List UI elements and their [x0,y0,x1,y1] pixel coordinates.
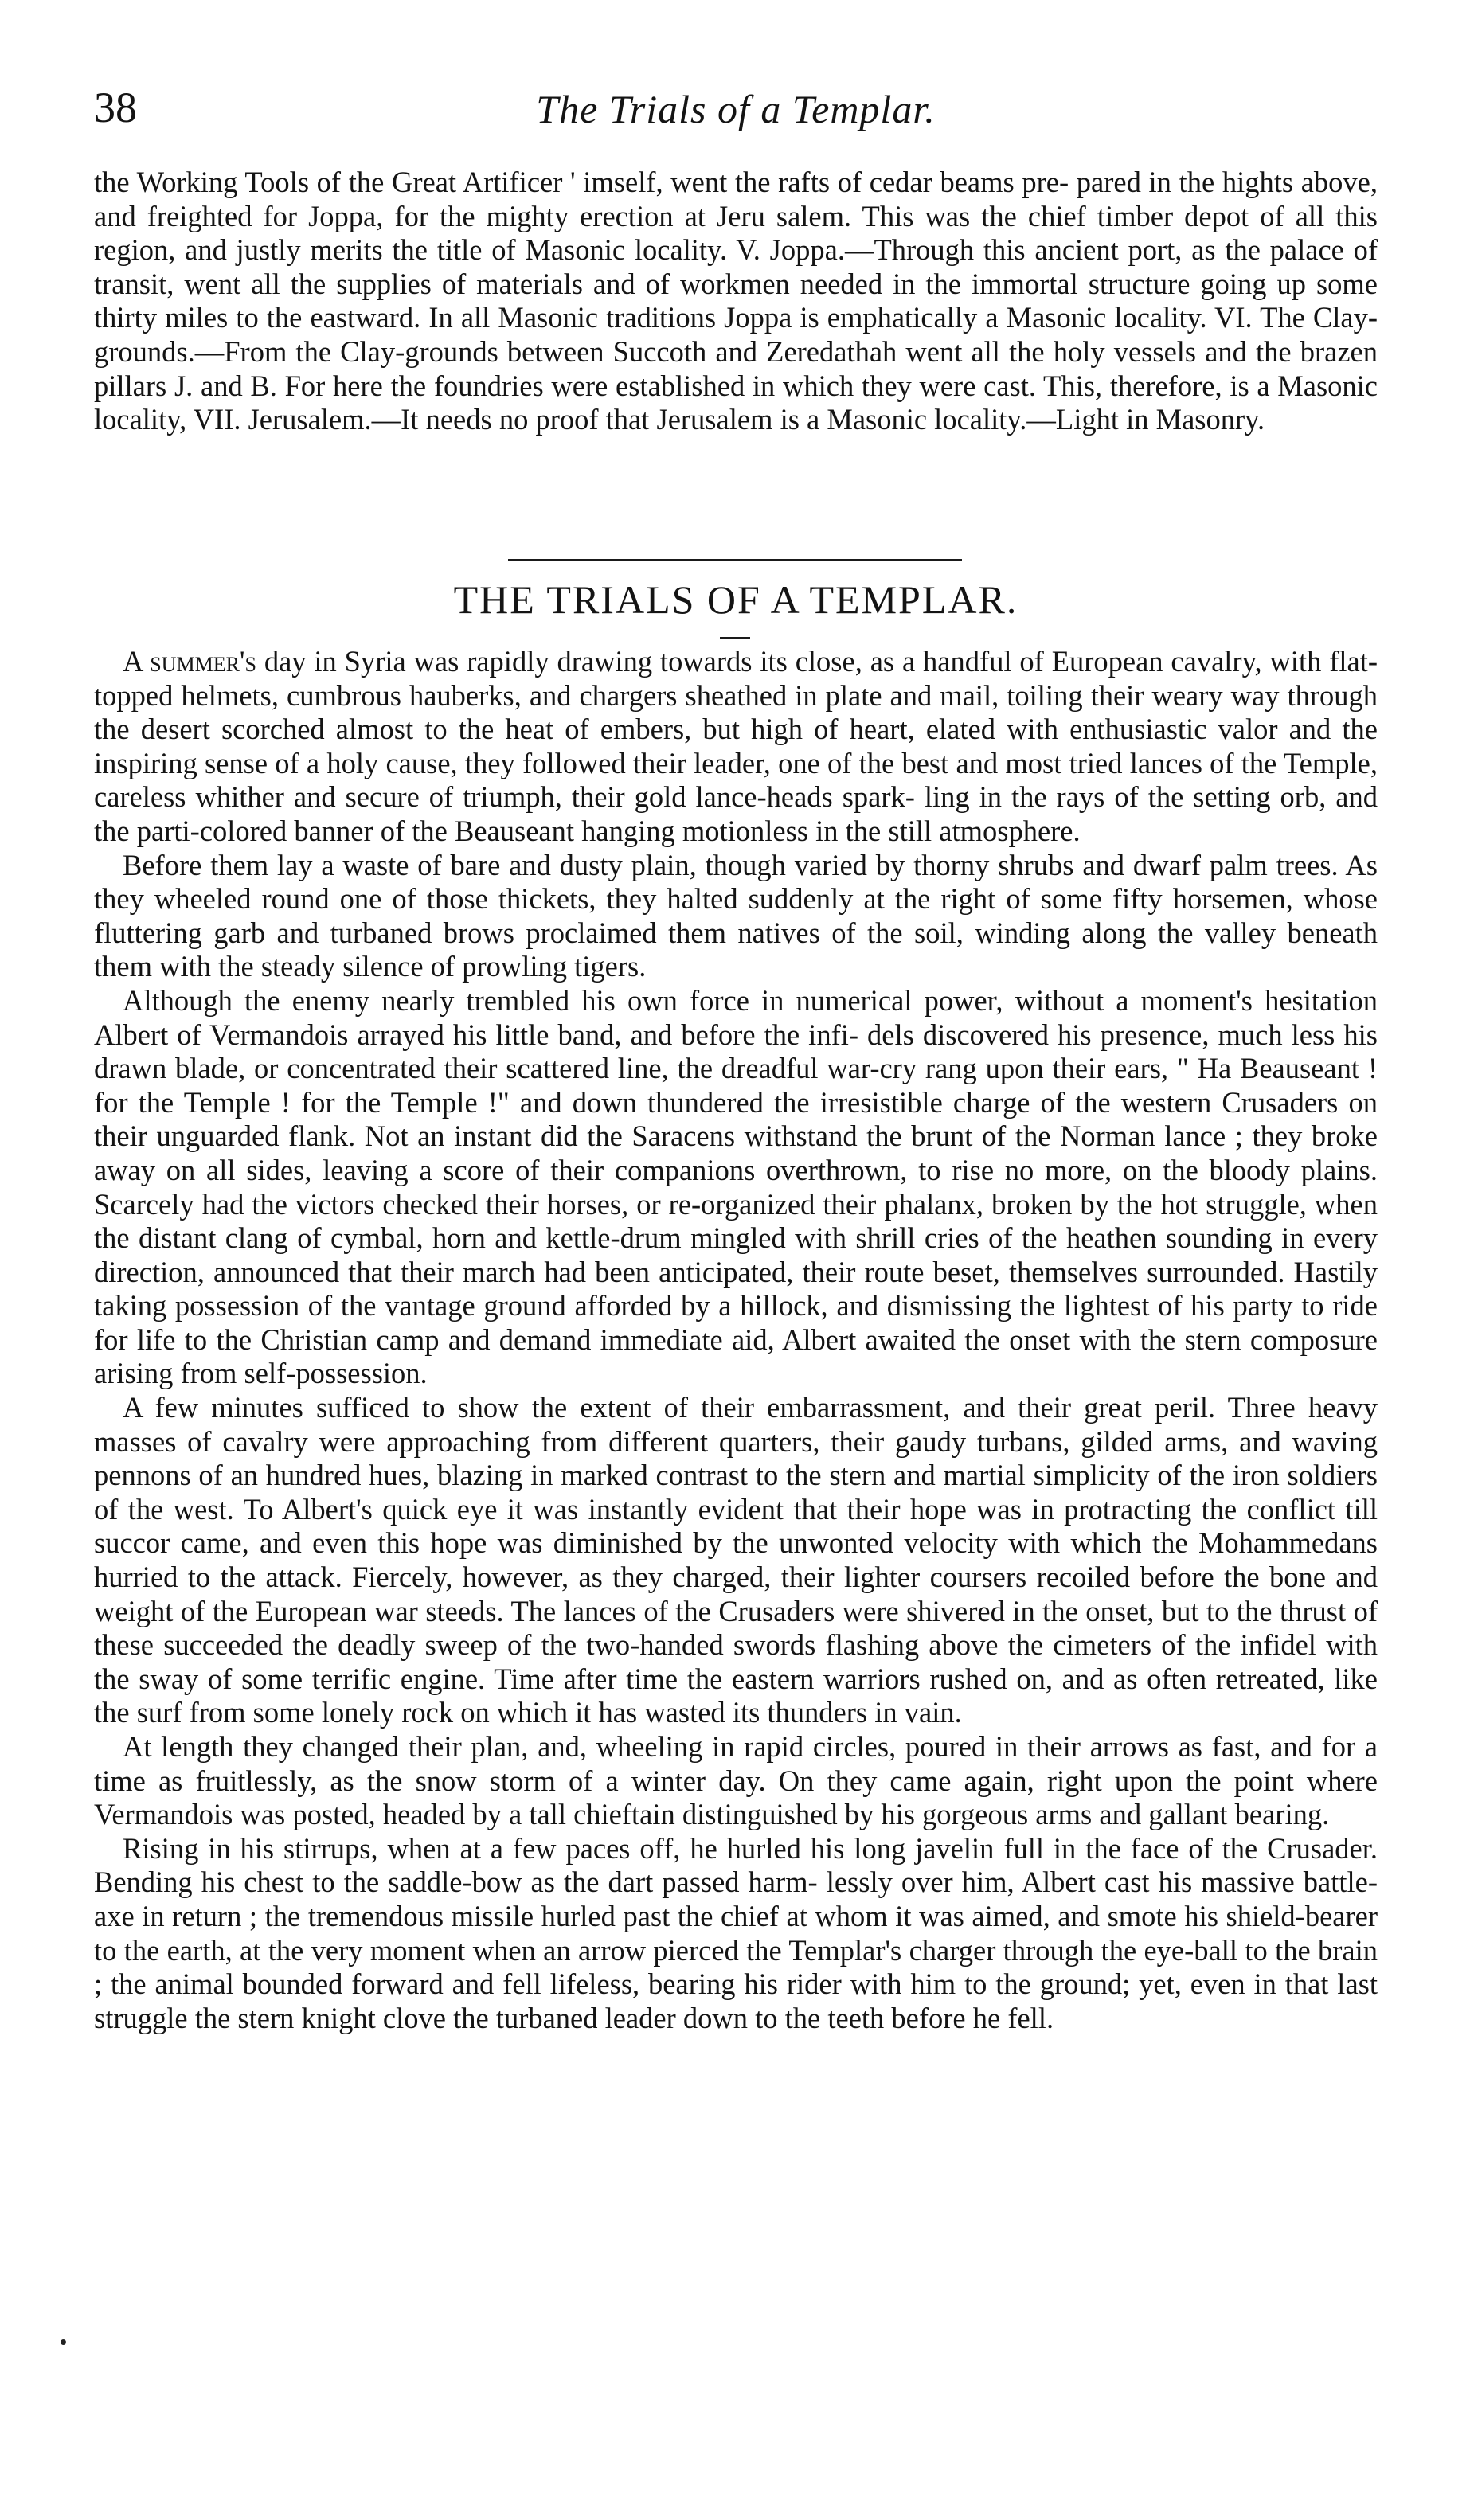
article-paragraph-4: A few minutes sufficed to show the extent of their embarrassment, and their great peril. Three heavy masses of cavalry were approaching from different quarters, their gaudy turbans, gilded arms, and waving pennons of an hundred hues, blazing in marked contrast to the stern and martial simplicity of the iron soldiers of the west. To Albert's quick eye it was instantly evident that their hope was in protracting the conflict till succor came, and even this hope was diminished by the unwonted velocity with which the Mohammedans hurried to the attack. Fiercely, however, as they charged, their lighter coursers recoiled before the bone and weight of the European war steeds. The lances of the Crusaders were shivered in the onset, but to the thrust of these succeeded the deadly sweep of the two-handed swords flashing above the cimeters of the infidel with the sway of some terrific engine. Time after time the eastern warriors rushed on, and as often retreated, like the surf from some lonely rock on which it has wasted its thunders in vain. [94,1391,1378,1729]
article-paragraph-1-text: day in Syria was rapidly drawing towards its close, as a handful of European cavalry, with flat-topped helmets, cumbrous hauberks, and chargers sheathed in plate and mail, toiling their weary way through the desert scorched almost to the heat of embers, but high of heart, elated with enthusiastic valor and the inspiring sense of a holy cause, they followed their leader, one of the best and most tried lances of the Temple, careless whither and secure of triumph, their gold lance-heads spark- ling in the rays of the setting orb, and the parti-colored banner of the Beauseant hanging motionless in the still atmosphere. [94,645,1378,847]
article-body [94,645,1378,2035]
page-number: 38 [94,84,137,131]
article-paragraph-5: At length they changed their plan, and, wheeling in rapid circles, poured in their arrows as fast, and for a time as fruitlessly, as the snow storm of a winter day. On they came again, right upon the point where Vermandois was posted, headed by a tall chieftain distinguished by his gorgeous arms and gallant bearing. [94,1730,1378,1831]
previous-article-text [94,166,1378,437]
article-paragraph-2: Before them lay a waste of bare and dusty plain, though varied by thorny shrubs and dwarf palm trees. As they wheeled round one of those thickets, they halted suddenly at the right of some fifty horsemen, whose fluttering garb and turbaned brows proclaimed them natives of the soil, winding along the valley beneath them with the steady silence of prowling tigers. [94,848,1378,983]
small-caps-opening: A summer's [123,645,256,678]
previous-article-paragraph: the Working Tools of the Great Artificer ' imself, went the rafts of cedar beams pre- pared in the hights above, and freighted for Joppa, for the mighty erection at Jeru salem. This was the chief timber depot of all this region, and justly merits the title of Masonic locality. V. Joppa.—Through this ancient port, as the palace of transit, went all the supplies of materials and of workmen needed in the immortal structure going up some thirty miles to the eastward. In all Masonic traditions Joppa is emphatically a Masonic locality. VI. The Clay-grounds.—From the Clay-grounds between Succoth and Zeredathah went all the holy vessels and the brazen pillars J. and B. For here the foundries were established in which they were cast. This, therefore, is a Masonic locality, VII. Jerusalem.—It needs no proof that Jerusalem is a Masonic locality.—Light in Masonry. [94,166,1378,436]
article-paragraph-3: Although the enemy nearly trembled his own force in numerical power, without a moment's hesitation Albert of Vermandois arrayed his little band, and before the infi- dels discovered his presence, much less his drawn blade, or concentrated their scattered line, the dreadful war-cry rang upon their ears, " Ha Beauseant ! for the Temple ! for the Temple !" and down thundered the irresistible charge of the western Crusaders on their unguarded flank. Not an instant did the Saracens withstand the brunt of the Norman lance ; they broke away on all sides, leaving a score of their companions overthrown, to rise no more, on the bloody plains. Scarcely had the victors checked their horses, or re-organized their phalanx, broken by the hot struggle, when the distant clang of cymbal, horn and kettle-drum mingled with shrill cries of the heathen sounding in every direction, announced that their march had been anticipated, their route beset, themselves surrounded. Hastily taking possession of the vantage ground afforded by a hillock, and dismissing the lightest of his party to ride for life to the Christian camp and demand immediate aid, Albert awaited the onset with the stern composure arising from self-possession. [94,983,1378,1390]
section-divider-rule [508,559,962,561]
article-paragraph-6: Rising in his stirrups, when at a few paces off, he hurled his long javelin full in the face of the Crusader. Bending his chest to the saddle-bow as the dart passed harm- lessly over him, Albert cast his massive battle-axe in return ; the tremendous missile hurled past the chief at whom it was aimed, and smote his shield-bearer to the earth, at the very moment when an arrow pierced the Templar's charger through the eye-ball to the brain ; the animal bounded forward and fell lifeless, bearing his rider with him to the ground; yet, even in that last struggle the stern knight clove the turbaned leader down to the teeth before he fell. [94,1831,1378,2034]
margin-ink-dot [61,2339,66,2345]
running-title: The Trials of a Templar. [536,87,936,131]
article-title: THE TRIALS OF A TEMPLAR. [453,577,1018,622]
page-header [94,86,1378,150]
title-underline-rule [720,637,750,639]
article-paragraph-1 [94,645,1378,849]
